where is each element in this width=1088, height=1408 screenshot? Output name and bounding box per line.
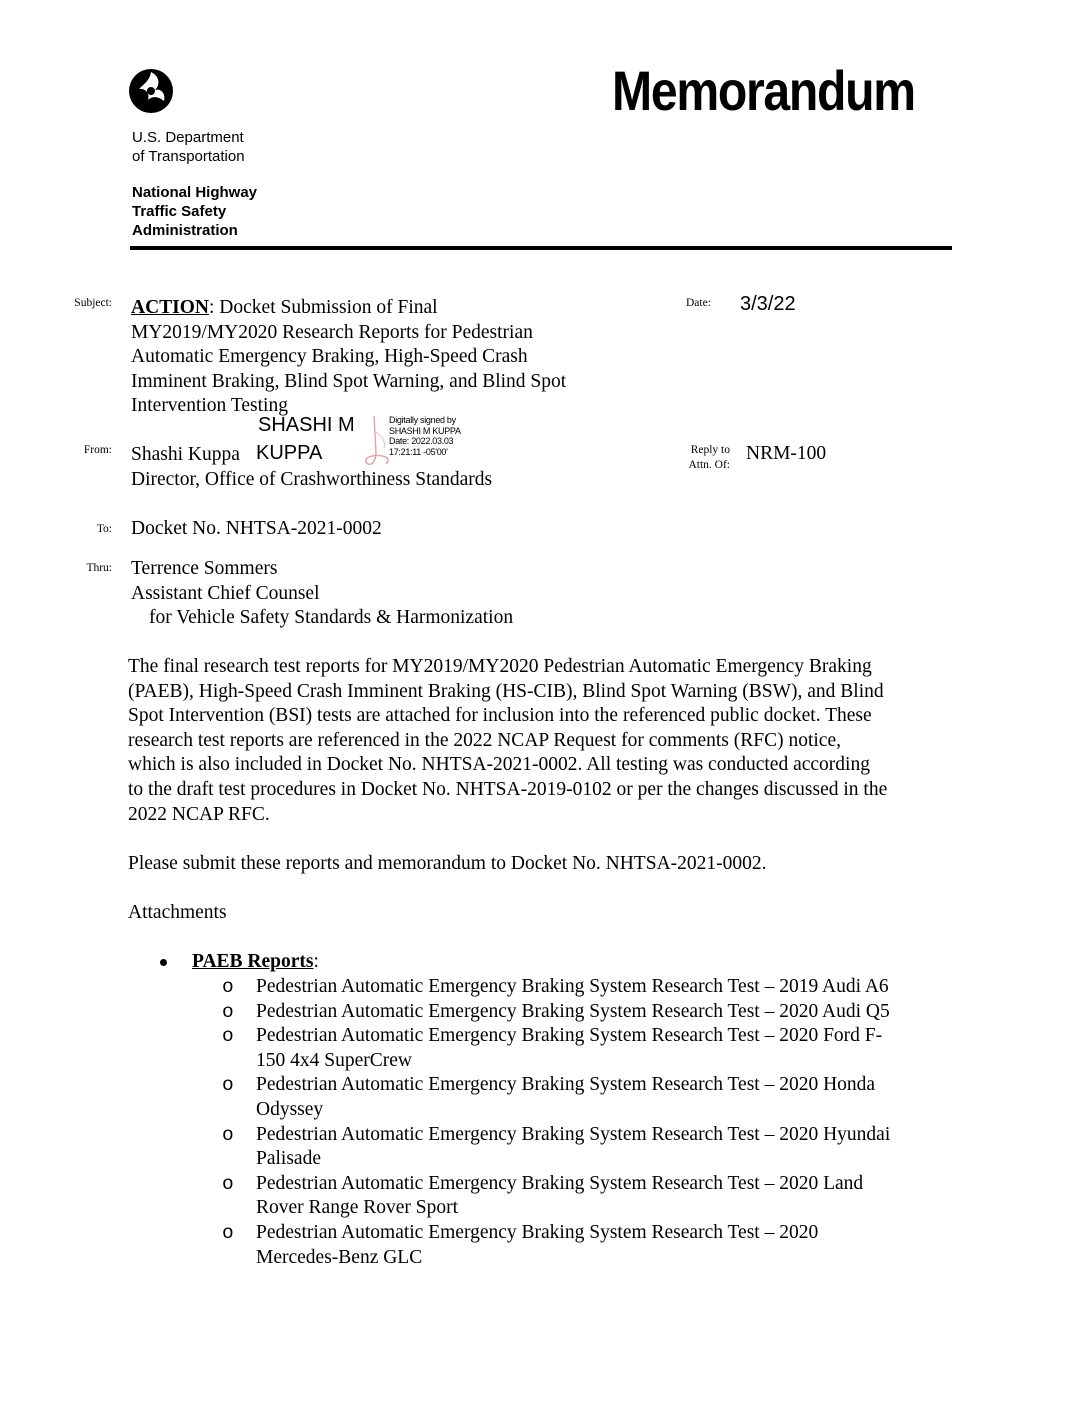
memo-title: Memorandum: [612, 59, 915, 122]
report-title-line: Pedestrian Automatic Emergency Braking System Research Test – 2019 Audi A6: [256, 976, 889, 997]
report-title-line: 150 4x4 SuperCrew: [256, 1049, 412, 1071]
report-title-line: Palisade: [256, 1148, 321, 1170]
report-title-line: Pedestrian Automatic Emergency Braking System Research Test – 2020: [256, 1221, 819, 1243]
signature-name-line2: KUPPA: [256, 442, 323, 464]
date-label: Date:: [686, 297, 711, 309]
report-title-line: Pedestrian Automatic Emergency Braking System Research Test – 2020 Land: [256, 1172, 864, 1194]
dot-logo-icon: [128, 68, 174, 114]
report-title-line: Pedestrian Automatic Emergency Braking System Research Test – 2020 Honda: [256, 1074, 876, 1096]
report-title-line: Pedestrian Automatic Emergency Braking System Research Test – 2020 Hyundai: [256, 1123, 891, 1145]
sub-bullet-icon: o: [222, 1000, 234, 1023]
action-label: ACTION: [131, 297, 210, 318]
report-title-line: Mercedes-Benz GLC: [256, 1246, 423, 1268]
agency-name: National Highway Traffic Safety Administration: [132, 184, 258, 239]
report-list-item: [222, 1024, 962, 1073]
header-rule: [130, 246, 952, 250]
from-name: Shashi Kuppa: [131, 444, 240, 465]
submit-instruction: Please submit these reports and memorandum to Docket No. NHTSA-2021-0002.: [128, 853, 767, 874]
report-title-line: Odyssey: [256, 1098, 324, 1120]
report-list: [222, 975, 962, 1270]
sub-bullet-icon: o: [222, 1025, 234, 1048]
subject-label: Subject:: [74, 297, 112, 309]
report-list-item: [222, 1172, 962, 1221]
sub-bullet-icon: o: [222, 1172, 234, 1195]
report-title-line: Pedestrian Automatic Emergency Braking System Research Test – 2020 Audi Q5: [256, 1000, 890, 1022]
attachments-heading: Attachments: [128, 902, 227, 923]
report-title-line: Rover Range Rover Sport: [256, 1197, 459, 1219]
bullet-icon: [160, 959, 167, 966]
department-name: U.S. Department of Transportation: [132, 129, 245, 165]
report-list-item: [222, 1073, 962, 1122]
date-value: 3/3/22: [740, 293, 796, 315]
thru-label: Thru:: [86, 562, 112, 574]
from-label: From:: [83, 444, 112, 456]
reply-to-value: NRM-100: [746, 443, 827, 464]
subject-text: ACTION: Docket Submission of Final MY2019/MY2020 Research Reports for Pedestrian Automatic Emergency Braking, High-Speed Crash Imminent Braking, Blind Spot Warning, and Blind Spot Intervention Testing: [131, 297, 567, 417]
body-paragraph: The final research test reports for MY2019/MY2020 Pedestrian Automatic Emergency Braking (PAEB), High-Speed Crash Imminent Braking (HS-CIB), Blind Spot Warning (BSW), and Blind Spot Intervention (BSI) tests are attached for inclusion into the referenced public docket. These research test reports are referenced in the 2022 NCAP Request for comments (RFC) notice, which is also included in Docket No. NHTSA-2021-0002. All testing was conducted according to the draft test procedures in Docket No. NHTSA-2019-0102 or per the changes discussed in the 2022 NCAP RFC.: [128, 656, 888, 825]
to-value: Docket No. NHTSA-2021-0002: [131, 518, 382, 539]
signature-name-line1: SHASHI M: [258, 414, 355, 436]
report-list-item: [222, 1123, 962, 1172]
thru-value: Terrence Sommers Assistant Chief Counsel for Vehicle Safety Standards & Harmonization: [131, 558, 514, 629]
sub-bullet-icon: o: [222, 1123, 234, 1146]
to-label: To:: [96, 523, 112, 535]
sub-bullet-icon: o: [222, 976, 234, 998]
reply-to-label: Reply to Attn. Of:: [688, 444, 730, 471]
report-list-item: [222, 1000, 962, 1025]
sub-bullet-icon: o: [222, 1074, 234, 1097]
sub-bullet-icon: o: [222, 1221, 234, 1244]
from-title: Director, Office of Crashworthiness Standards: [131, 469, 493, 490]
paeb-reports-label: PAEB Reports: [192, 951, 314, 972]
report-list-item: [222, 1221, 962, 1270]
report-list-item: [222, 975, 962, 1000]
signature-details: Digitally signed by SHASHI M KUPPA Date: 2022.03.03 17:21:11 -05'00': [389, 415, 461, 457]
report-title-line: Pedestrian Automatic Emergency Braking System Research Test – 2020 Ford F-: [256, 1025, 883, 1047]
